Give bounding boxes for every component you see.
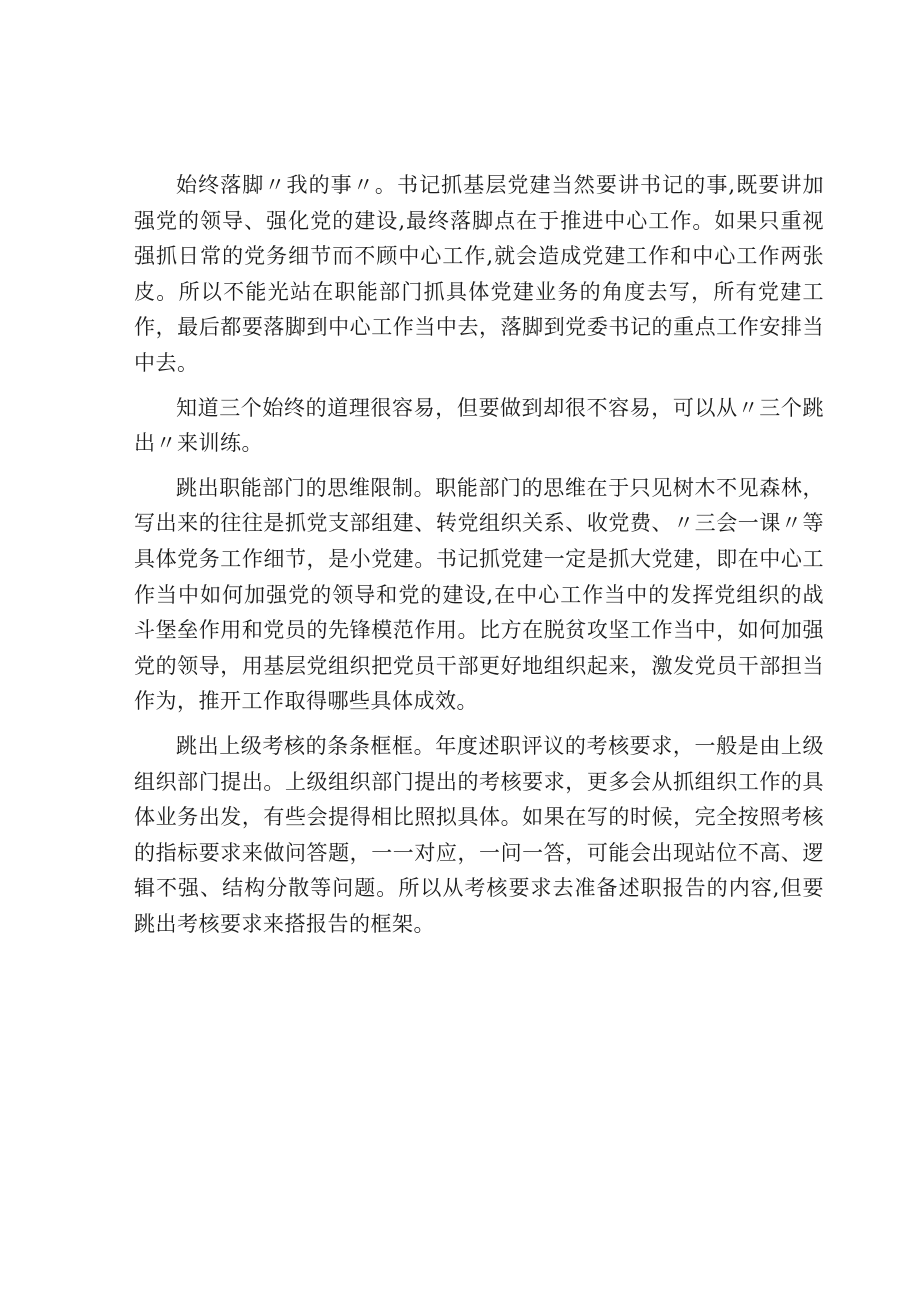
document-body <box>134 168 824 951</box>
paragraph-three-jumps-intro: 知道三个始终的道理很容易，但要做到却很不容易，可以从〃三个跳出〃来训练。 <box>134 395 824 456</box>
paragraph-jump-functional-dept: 跳出职能部门的思维限制。职能部门的思维在于只见树木不见森林，写出来的往往是抓党支部组建、转党组织关系、收党费、〃三会一课〃等具体党务工作细节，是小党建。书记抓党建一定是抓大党建，即在中心工作当中如何加强党的领导和党的建设,在中心工作当中的发挥党组织的战斗堡垒作用和党员的先锋模范作用。比方在脱贫攻坚工作当中，如何加强党的领导，用基层党组织把党员干部更好地组织起来，激发党员干部担当作为，推开工作取得哪些具体成效。 <box>134 475 824 714</box>
paragraph-luojiao: 始终落脚〃我的事〃。书记抓基层党建当然要讲书记的事,既要讲加强党的领导、强化党的建设,最终落脚点在于推进中心工作。如果只重视强抓日常的党务细节而不顾中心工作,就会造成党建工作和中心工作两张皮。所以不能光站在职能部门抓具体党建业务的角度去写，所有党建工作，最后都要落脚到中心工作当中去，落脚到党委书记的重点工作安排当中去。 <box>134 173 824 375</box>
paragraph-jump-assessment-frame: 跳出上级考核的条条框框。年度述职评议的考核要求，一般是由上级组织部门提出。上级组织部门提出的考核要求，更多会从抓组织工作的具体业务出发，有些会提得相比照拟具体。如果在写的时候，完全按照考核的指标要求来做问答题，一一对应，一问一答，可能会出现站位不高、逻辑不强、结构分散等问题。所以从考核要求去准备述职报告的内容,但要跳出考核要求来搭报告的框架。 <box>134 733 824 936</box>
